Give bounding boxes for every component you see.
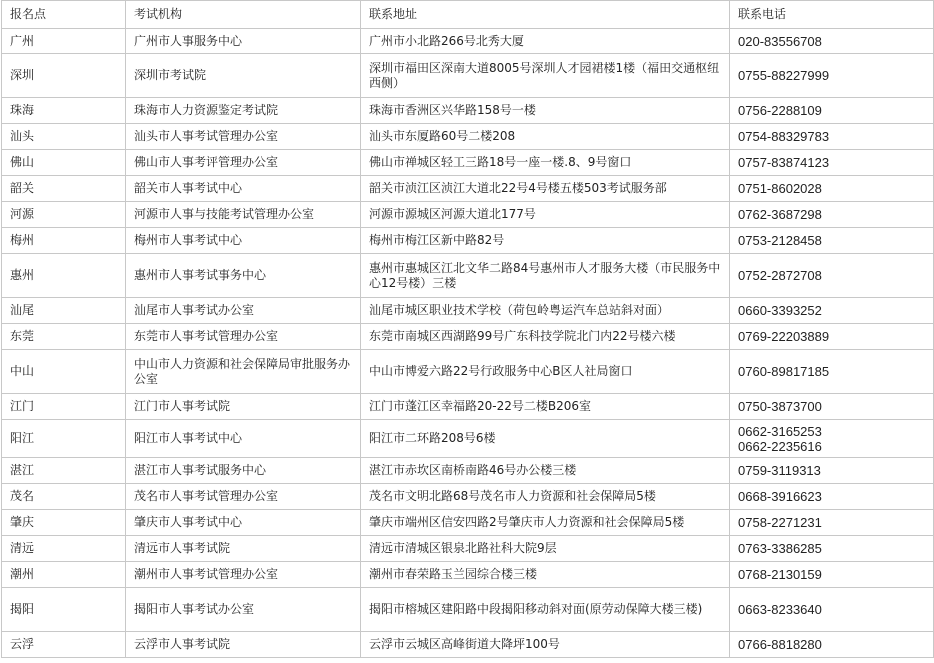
phone-number: 0662-3165253 <box>738 423 822 439</box>
phone-cell <box>730 29 934 54</box>
phone-number: 0763-3386285 <box>738 541 822 556</box>
phone-number: 0757-83874123 <box>738 155 830 170</box>
org-cell: 广州市人事服务中心 <box>126 29 361 54</box>
site-cell: 珠海 <box>2 98 126 124</box>
exam-sites-table <box>1 0 934 658</box>
phone-cell <box>730 510 934 536</box>
address-cell: 中山市博爱六路22号行政服务中心B区人社局窗口 <box>361 350 730 394</box>
phone-number: 0752-2872708 <box>738 268 822 283</box>
org-cell: 中山市人力资源和社会保障局审批服务办公室 <box>126 350 361 394</box>
org-cell: 云浮市人事考试院 <box>126 632 361 658</box>
site-cell: 肇庆 <box>2 510 126 536</box>
site-cell: 阳江 <box>2 420 126 458</box>
phone-number: 0756-2288109 <box>738 103 822 118</box>
phone-number: 0769-22203889 <box>738 329 830 344</box>
header-phone: 联系电话 <box>730 1 934 29</box>
site-cell: 汕尾 <box>2 298 126 324</box>
site-cell: 东莞 <box>2 324 126 350</box>
address-cell: 梅州市梅江区新中路82号 <box>361 228 730 254</box>
header-address: 联系地址 <box>361 1 730 29</box>
org-cell: 茂名市人事考试管理办公室 <box>126 484 361 510</box>
table-row <box>2 484 934 510</box>
table-row <box>2 150 934 176</box>
phone-cell <box>730 98 934 124</box>
site-cell: 佛山 <box>2 150 126 176</box>
site-cell: 湛江 <box>2 458 126 484</box>
address-cell: 惠州市惠城区江北文华二路84号惠州市人才服务大楼（市民服务中心12号楼）三楼 <box>361 254 730 298</box>
address-cell: 汕尾市城区职业技术学校（荷包岭粤运汽车总站斜对面） <box>361 298 730 324</box>
address-cell: 珠海市香洲区兴华路158号一楼 <box>361 98 730 124</box>
address-cell: 韶关市浈江区浈江大道北22号4号楼五楼503考试服务部 <box>361 176 730 202</box>
phone-cell <box>730 562 934 588</box>
phone-number: 020-83556708 <box>738 33 822 49</box>
address-cell: 肇庆市端州区信安四路2号肇庆市人力资源和社会保障局5楼 <box>361 510 730 536</box>
table-row <box>2 298 934 324</box>
table-header-row <box>2 1 934 29</box>
table-row <box>2 202 934 228</box>
table-row <box>2 562 934 588</box>
phone-number: 0753-2128458 <box>738 233 822 248</box>
org-cell: 湛江市人事考试服务中心 <box>126 458 361 484</box>
site-cell: 中山 <box>2 350 126 394</box>
site-cell: 汕头 <box>2 124 126 150</box>
address-cell: 河源市源城区河源大道北177号 <box>361 202 730 228</box>
phone-number: 0755-88227999 <box>738 68 830 83</box>
phone-number: 0758-2271231 <box>738 515 822 530</box>
table-row <box>2 394 934 420</box>
phone-cell <box>730 536 934 562</box>
address-cell: 茂名市文明北路68号茂名市人力资源和社会保障局5楼 <box>361 484 730 510</box>
phone-number: 0766-8818280 <box>738 637 822 652</box>
table-row <box>2 254 934 298</box>
org-cell: 汕尾市人事考试办公室 <box>126 298 361 324</box>
address-cell: 云浮市云城区高峰街道大降坪100号 <box>361 632 730 658</box>
table-row <box>2 350 934 394</box>
address-cell: 阳江市二环路208号6楼 <box>361 420 730 458</box>
header-site: 报名点 <box>2 1 126 29</box>
address-cell: 湛江市赤坎区南桥南路46号办公楼三楼 <box>361 458 730 484</box>
phone-cell <box>730 176 934 202</box>
phone-cell <box>730 350 934 394</box>
org-cell: 江门市人事考试院 <box>126 394 361 420</box>
table-body <box>2 29 934 658</box>
phone-number-secondary: 0662-2235616 <box>738 438 822 454</box>
phone-number: 0660-3393252 <box>738 303 822 318</box>
phone-cell <box>730 632 934 658</box>
table-row <box>2 29 934 54</box>
phone-number: 0760-89817185 <box>738 364 830 379</box>
table-row <box>2 510 934 536</box>
phone-cell <box>730 150 934 176</box>
table-row <box>2 98 934 124</box>
phone-cell <box>730 588 934 632</box>
table-row <box>2 588 934 632</box>
phone-number: 0762-3687298 <box>738 207 822 222</box>
phone-cell <box>730 124 934 150</box>
table-row <box>2 458 934 484</box>
header-org: 考试机构 <box>126 1 361 29</box>
site-cell: 清远 <box>2 536 126 562</box>
phone-cell <box>730 228 934 254</box>
org-cell: 韶关市人事考试中心 <box>126 176 361 202</box>
site-cell: 广州 <box>2 29 126 54</box>
phone-cell <box>730 54 934 98</box>
address-cell: 江门市蓬江区幸福路20-22号二楼B206室 <box>361 394 730 420</box>
address-cell: 汕头市东厦路60号二楼208 <box>361 124 730 150</box>
address-cell: 深圳市福田区深南大道8005号深圳人才园裙楼1楼（福田交通枢纽西侧） <box>361 54 730 98</box>
phone-cell <box>730 420 934 458</box>
org-cell: 肇庆市人事考试中心 <box>126 510 361 536</box>
org-cell: 东莞市人事考试管理办公室 <box>126 324 361 350</box>
address-cell: 东莞市南城区西湖路99号广东科技学院北门内22号楼六楼 <box>361 324 730 350</box>
phone-number: 0750-3873700 <box>738 399 822 414</box>
phone-cell <box>730 324 934 350</box>
org-cell: 潮州市人事考试管理办公室 <box>126 562 361 588</box>
phone-cell <box>730 484 934 510</box>
org-cell: 汕头市人事考试管理办公室 <box>126 124 361 150</box>
phone-number: 0754-88329783 <box>738 129 830 144</box>
site-cell: 深圳 <box>2 54 126 98</box>
phone-cell <box>730 458 934 484</box>
phone-number: 0768-2130159 <box>738 567 822 582</box>
phone-cell <box>730 202 934 228</box>
table-row <box>2 324 934 350</box>
phone-number: 0751-8602028 <box>738 181 822 196</box>
site-cell: 梅州 <box>2 228 126 254</box>
org-cell: 揭阳市人事考试办公室 <box>126 588 361 632</box>
address-cell: 潮州市春荣路玉兰园综合楼三楼 <box>361 562 730 588</box>
table-row <box>2 536 934 562</box>
phone-cell <box>730 298 934 324</box>
site-cell: 茂名 <box>2 484 126 510</box>
address-cell: 广州市小北路266号北秀大厦 <box>361 29 730 54</box>
org-cell: 梅州市人事考试中心 <box>126 228 361 254</box>
address-cell: 揭阳市榕城区建阳路中段揭阳移动斜对面(原劳动保障大楼三楼) <box>361 588 730 632</box>
table-row <box>2 54 934 98</box>
address-cell: 佛山市禅城区轻工三路18号一座一楼.8、9号窗口 <box>361 150 730 176</box>
site-cell: 河源 <box>2 202 126 228</box>
org-cell: 惠州市人事考试事务中心 <box>126 254 361 298</box>
org-cell: 深圳市考试院 <box>126 54 361 98</box>
phone-number: 0668-3916623 <box>738 489 822 504</box>
org-cell: 珠海市人力资源鉴定考试院 <box>126 98 361 124</box>
org-cell: 河源市人事与技能考试管理办公室 <box>126 202 361 228</box>
org-cell: 佛山市人事考评管理办公室 <box>126 150 361 176</box>
site-cell: 惠州 <box>2 254 126 298</box>
table-row <box>2 176 934 202</box>
org-cell: 清远市人事考试院 <box>126 536 361 562</box>
site-cell: 云浮 <box>2 632 126 658</box>
phone-number: 0759-3119313 <box>738 463 821 478</box>
address-cell: 清远市清城区银泉北路社科大院9层 <box>361 536 730 562</box>
phone-cell <box>730 394 934 420</box>
phone-number: 0663-8233640 <box>738 602 822 617</box>
site-cell: 潮州 <box>2 562 126 588</box>
table-row <box>2 632 934 658</box>
table-row <box>2 420 934 458</box>
table-row <box>2 124 934 150</box>
phone-cell <box>730 254 934 298</box>
site-cell: 韶关 <box>2 176 126 202</box>
table-row <box>2 228 934 254</box>
site-cell: 江门 <box>2 394 126 420</box>
site-cell: 揭阳 <box>2 588 126 632</box>
org-cell: 阳江市人事考试中心 <box>126 420 361 458</box>
